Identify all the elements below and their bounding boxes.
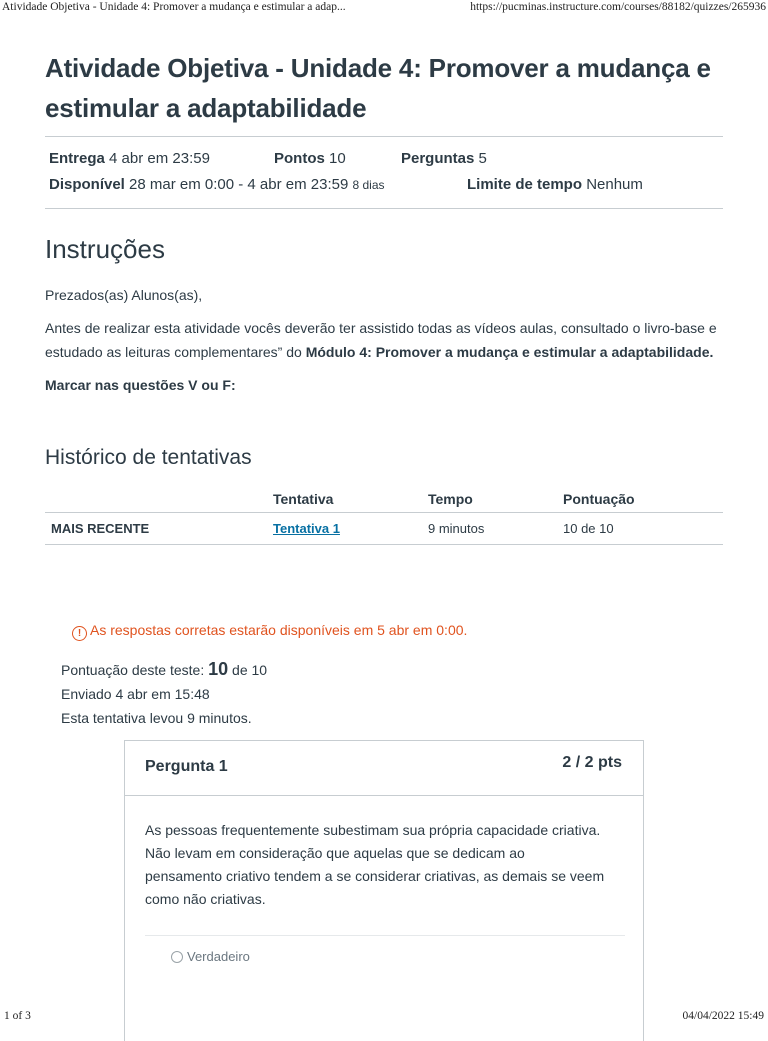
meta-limite-value: Nenhum bbox=[586, 176, 643, 193]
history-heading: Histórico de tentativas bbox=[45, 446, 252, 469]
question-text: As pessoas frequentemente subestimam sua própria capacidade criativa. Não levam em consideração que aquelas que se dedicam ao pensamento criativo tendem a se considerar criativas, as demais se veem como não criativas. bbox=[145, 822, 605, 907]
quiz-meta bbox=[45, 136, 723, 209]
table-row bbox=[45, 513, 723, 545]
instructions-body bbox=[45, 316, 723, 364]
print-footer-datetime: 04/04/2022 15:49 bbox=[682, 1010, 764, 1022]
meta-pontos-label: Pontos bbox=[274, 150, 325, 167]
attempts-table bbox=[45, 486, 723, 545]
submitted-line: Enviado 4 abr em 15:48 bbox=[61, 686, 210, 702]
meta-limite-label: Limite de tempo bbox=[467, 176, 583, 193]
instructions-greeting: Prezados(as) Alunos(as), bbox=[45, 287, 203, 303]
meta-disponivel bbox=[49, 172, 467, 198]
instructions-body-text: Antes de realizar esta atividade vocês deverão ter assistido todas as vídeos aulas, consultado o livro-base e estudado as leituras complementares” do bbox=[45, 320, 717, 360]
meta-pontos bbox=[274, 146, 401, 172]
answers-notice-text: As respostas corretas estarão disponíveis em 5 abr em 0:00. bbox=[90, 622, 468, 638]
meta-perguntas bbox=[401, 146, 487, 172]
attempts-col-tentativa: Tentativa bbox=[273, 486, 428, 513]
attempt-score: 10 de 10 bbox=[563, 513, 723, 545]
meta-limite bbox=[467, 172, 643, 198]
print-header-url: https://pucminas.instructure.com/courses/88182/quizzes/265936 bbox=[470, 1, 766, 13]
score-info bbox=[61, 657, 267, 730]
instructions-module-name: Módulo 4: Promover a mudança e estimular a adaptabilidade. bbox=[305, 344, 714, 360]
meta-perguntas-value: 5 bbox=[478, 150, 487, 167]
answer-option-label: Verdadeiro bbox=[187, 949, 250, 964]
warning-icon: ! bbox=[72, 626, 87, 641]
duration-line: Esta tentativa levou 9 minutos. bbox=[61, 710, 252, 726]
quiz-content bbox=[45, 48, 723, 545]
score-prefix: Pontuação deste teste: bbox=[61, 662, 209, 678]
question-name: Pergunta 1 bbox=[145, 758, 228, 775]
attempts-col-label bbox=[45, 486, 273, 513]
question-header bbox=[125, 741, 643, 796]
meta-perguntas-label: Perguntas bbox=[401, 150, 475, 167]
meta-pontos-value: 10 bbox=[329, 150, 346, 167]
question-points: 2 / 2 pts bbox=[562, 754, 622, 771]
score-line bbox=[61, 657, 267, 682]
attempts-col-tempo: Tempo bbox=[428, 486, 563, 513]
attempt-time: 9 minutos bbox=[428, 513, 563, 545]
score-suffix: de 10 bbox=[228, 662, 268, 678]
meta-entrega bbox=[49, 146, 274, 172]
meta-disponivel-value: 28 mar em 0:00 - 4 abr em 23:59 bbox=[129, 176, 349, 193]
print-footer bbox=[0, 1008, 768, 1024]
meta-disponivel-days: 8 dias bbox=[352, 178, 385, 192]
print-footer-page: 1 of 3 bbox=[4, 1010, 31, 1022]
meta-disponivel-label: Disponível bbox=[49, 176, 125, 193]
print-header bbox=[0, 0, 768, 18]
score-value: 10 bbox=[208, 659, 229, 679]
instructions-mark: Marcar nas questões V ou F: bbox=[45, 377, 236, 393]
attempt-link[interactable]: Tentativa 1 bbox=[273, 521, 340, 536]
attempts-col-pontuacao: Pontuação bbox=[563, 486, 723, 513]
meta-row-2 bbox=[49, 172, 719, 198]
radio-circle-icon[interactable] bbox=[171, 951, 183, 963]
question-1 bbox=[124, 740, 644, 1041]
attempts-header-row bbox=[45, 486, 723, 513]
instructions-heading: Instruções bbox=[45, 234, 165, 264]
meta-entrega-value: 4 abr em 23:59 bbox=[109, 150, 210, 167]
answer-option[interactable] bbox=[173, 949, 250, 964]
print-header-title: Atividade Objetiva - Unidade 4: Promover a mudança e estimular a adap... bbox=[2, 1, 346, 13]
answers-notice bbox=[72, 622, 467, 641]
attempt-cell bbox=[273, 513, 428, 545]
attempt-label: MAIS RECENTE bbox=[45, 513, 273, 545]
meta-row-1 bbox=[49, 146, 719, 172]
question-divider bbox=[145, 935, 625, 936]
quiz-title: Atividade Objetiva - Unidade 4: Promover a mudança e estimular a adaptabilidade bbox=[45, 53, 711, 123]
meta-entrega-label: Entrega bbox=[49, 150, 105, 167]
